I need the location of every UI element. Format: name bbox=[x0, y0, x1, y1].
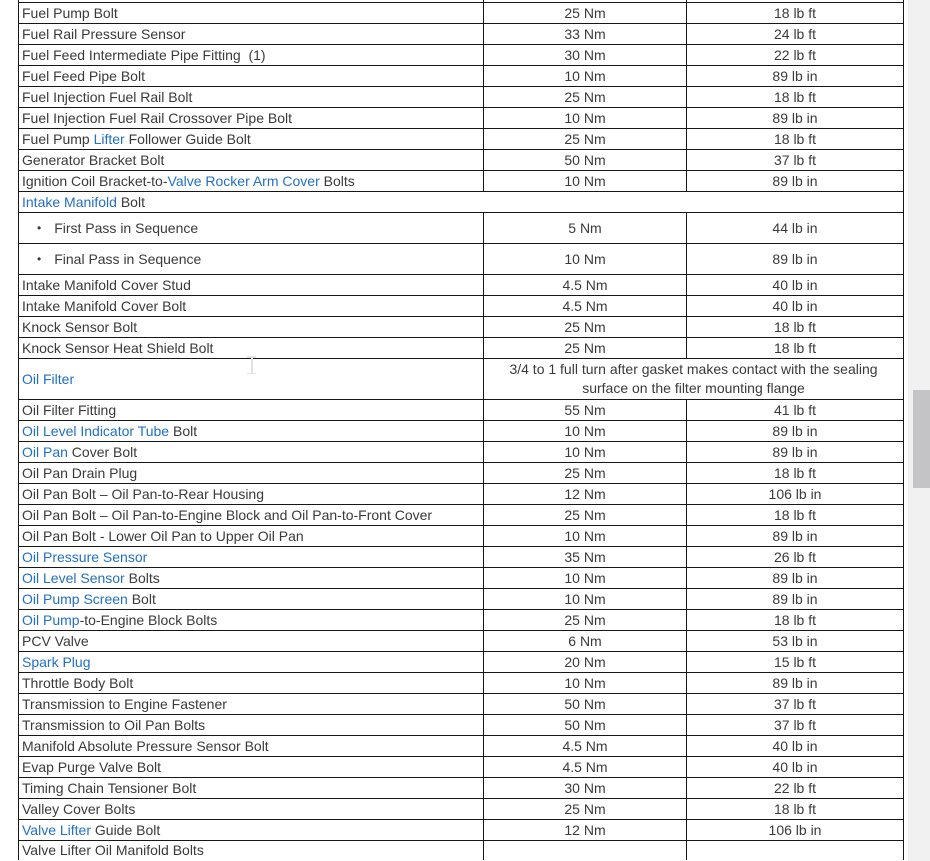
part-label: Manifold Absolute Pressure Sensor Bolt bbox=[22, 738, 269, 754]
imperial-value-cell: 40 lb in bbox=[687, 757, 904, 778]
imperial-value-cell: 18 lb ft bbox=[687, 799, 904, 820]
table-row bbox=[19, 694, 904, 715]
fastener-cell bbox=[19, 150, 484, 171]
metric-value-cell: 4.5 Nm bbox=[484, 736, 687, 757]
table-row bbox=[19, 275, 904, 296]
fastener-cell bbox=[19, 694, 484, 715]
fastener-cell bbox=[19, 715, 484, 736]
fastener-cell bbox=[19, 652, 484, 673]
metric-value-cell: 50 Nm bbox=[484, 715, 687, 736]
fastener-cell bbox=[19, 547, 484, 568]
imperial-value-cell: 40 lb in bbox=[687, 275, 904, 296]
table-row bbox=[19, 757, 904, 778]
metric-value-cell: 33 Nm bbox=[484, 24, 687, 45]
fastener-cell bbox=[19, 526, 484, 547]
imperial-value-cell: 18 lb ft bbox=[687, 610, 904, 631]
table-row bbox=[19, 631, 904, 652]
fastener-cell bbox=[19, 799, 484, 820]
fastener-cell bbox=[19, 631, 484, 652]
bullet-icon: • bbox=[37, 221, 42, 235]
fastener-cell bbox=[19, 610, 484, 631]
metric-value-cell: 10 Nm bbox=[484, 526, 687, 547]
table-row bbox=[19, 799, 904, 820]
metric-value-cell: 30 Nm bbox=[484, 45, 687, 66]
table-row bbox=[19, 589, 904, 610]
part-label: Final Pass in Sequence bbox=[54, 251, 202, 267]
metric-value-cell: 4.5 Nm bbox=[484, 296, 687, 317]
part-label: Fuel Pump Bolt bbox=[22, 5, 118, 21]
imperial-value-cell: 89 lb in bbox=[687, 526, 904, 547]
fastener-cell bbox=[19, 244, 484, 275]
fastener-cell bbox=[19, 673, 484, 694]
part-label: First Pass in Sequence bbox=[54, 220, 199, 236]
fastener-cell bbox=[19, 505, 484, 526]
part-label: Oil Pan Bolt – Oil Pan-to-Engine Block and Oil Pan-to-Front Cover bbox=[22, 507, 433, 523]
part-label: -to-Engine Block Bolts bbox=[79, 612, 218, 628]
imperial-value-cell: 18 lb ft bbox=[687, 317, 904, 338]
table-row bbox=[19, 3, 904, 24]
metric-value-cell: 4.5 Nm bbox=[484, 757, 687, 778]
part-link[interactable]: Lifter bbox=[93, 131, 125, 147]
part-label: Evap Purge Valve Bolt bbox=[22, 759, 162, 775]
imperial-value-cell: 18 lb ft bbox=[687, 338, 904, 359]
imperial-value-cell: 18 lb ft bbox=[687, 463, 904, 484]
metric-value-cell: 12 Nm bbox=[484, 820, 687, 841]
part-link[interactable]: Oil Pump Screen bbox=[22, 591, 128, 607]
metric-value-cell: 25 Nm bbox=[484, 129, 687, 150]
part-label: Knock Sensor Heat Shield Bolt bbox=[22, 340, 214, 356]
metric-value-cell: 55 Nm bbox=[484, 400, 687, 421]
fastener-cell bbox=[19, 778, 484, 799]
table-row bbox=[19, 484, 904, 505]
fastener-cell bbox=[19, 45, 484, 66]
metric-value-cell: 4.5 Nm bbox=[484, 275, 687, 296]
table-row bbox=[19, 45, 904, 66]
metric-value-cell: 10 Nm bbox=[484, 589, 687, 610]
fastener-cell bbox=[19, 296, 484, 317]
part-label: Intake Manifold Cover Bolt bbox=[22, 298, 187, 314]
metric-value-cell: 10 Nm bbox=[484, 244, 687, 275]
imperial-value-cell: 18 lb ft bbox=[687, 505, 904, 526]
part-label: Cover Bolt bbox=[67, 444, 138, 460]
table-row bbox=[19, 171, 904, 192]
metric-value-cell: 25 Nm bbox=[484, 317, 687, 338]
fastener-cell bbox=[19, 442, 484, 463]
table-row bbox=[19, 673, 904, 694]
part-label: Bolt bbox=[116, 194, 145, 210]
imperial-value-cell: 89 lb in bbox=[687, 421, 904, 442]
part-label: Oil Pan Bolt - Lower Oil Pan to Upper Oil Pan bbox=[22, 528, 304, 544]
part-label: Bolts bbox=[319, 173, 355, 189]
fastener-cell bbox=[19, 108, 484, 129]
fastener-cell bbox=[19, 24, 484, 45]
part-label: Generator Bracket Bolt bbox=[22, 152, 165, 168]
imperial-value-cell: 89 lb in bbox=[687, 589, 904, 610]
part-label: Fuel Injection Fuel Rail Crossover Pipe Bolt bbox=[22, 110, 293, 126]
table-row bbox=[19, 715, 904, 736]
table-row bbox=[19, 652, 904, 673]
part-link[interactable]: Intake Manifold bbox=[22, 194, 117, 210]
fastener-cell bbox=[19, 171, 484, 192]
part-label: Bolt bbox=[127, 591, 156, 607]
fastener-cell bbox=[19, 317, 484, 338]
metric-value-cell: 5 Nm bbox=[484, 213, 687, 244]
table-row bbox=[19, 244, 904, 275]
scrollbar-thumb[interactable] bbox=[913, 390, 930, 488]
metric-value-cell: 35 Nm bbox=[484, 547, 687, 568]
metric-value-cell: 30 Nm bbox=[484, 778, 687, 799]
imperial-value-cell: 89 lb in bbox=[687, 244, 904, 275]
imperial-value-cell: 18 lb ft bbox=[687, 3, 904, 24]
table-row bbox=[19, 568, 904, 589]
part-link[interactable]: Oil Pump bbox=[22, 612, 80, 628]
part-label: Guide Bolt bbox=[91, 822, 161, 838]
part-link[interactable]: Oil Level Indicator Tube bbox=[22, 423, 170, 439]
metric-value-cell: 25 Nm bbox=[484, 610, 687, 631]
part-link[interactable]: Oil Pressure Sensor bbox=[22, 549, 148, 565]
metric-value-cell: 10 Nm bbox=[484, 108, 687, 129]
part-link[interactable]: Oil Pan bbox=[22, 444, 68, 460]
part-link[interactable]: Oil Level Sensor bbox=[22, 570, 125, 586]
fastener-cell bbox=[19, 463, 484, 484]
imperial-value-cell: 89 lb in bbox=[687, 171, 904, 192]
imperial-value-cell: 89 lb in bbox=[687, 568, 904, 589]
metric-value-cell: 10 Nm bbox=[484, 442, 687, 463]
part-label: Valley Cover Bolts bbox=[22, 801, 136, 817]
part-label: Ignition Coil Bracket-to- bbox=[22, 173, 168, 189]
table-row bbox=[19, 547, 904, 568]
table-row bbox=[19, 24, 904, 45]
metric-value-cell: 50 Nm bbox=[484, 150, 687, 171]
fastener-cell bbox=[19, 757, 484, 778]
torque-spec-table bbox=[18, 0, 904, 860]
table-row bbox=[19, 87, 904, 108]
metric-value-cell: 10 Nm bbox=[484, 66, 687, 87]
metric-value-cell: 25 Nm bbox=[484, 463, 687, 484]
metric-value-cell: 25 Nm bbox=[484, 505, 687, 526]
table-row bbox=[19, 317, 904, 338]
table-row bbox=[19, 820, 904, 841]
part-link[interactable]: Oil Filter bbox=[22, 371, 75, 387]
table-row bbox=[19, 421, 904, 442]
fastener-cell bbox=[19, 568, 484, 589]
torque-note-cell: 3/4 to 1 full turn after gasket makes contact with the sealing surface on the filter mounting flange bbox=[484, 359, 904, 400]
metric-value-cell: 25 Nm bbox=[484, 87, 687, 108]
part-label: Fuel Pump bbox=[22, 131, 94, 147]
fastener-cell bbox=[19, 338, 484, 359]
imperial-value-cell: 37 lb ft bbox=[687, 694, 904, 715]
part-label: Follower Guide Bolt bbox=[124, 131, 251, 147]
fastener-cell bbox=[19, 421, 484, 442]
part-label: Fuel Rail Pressure Sensor bbox=[22, 26, 186, 42]
imperial-value-cell bbox=[687, 841, 904, 860]
fastener-cell bbox=[19, 400, 484, 421]
part-link[interactable]: Valve Lifter bbox=[22, 822, 91, 838]
metric-value-cell: 10 Nm bbox=[484, 421, 687, 442]
part-label: Oil Filter Fitting bbox=[22, 402, 117, 418]
metric-value-cell: 6 Nm bbox=[484, 631, 687, 652]
imperial-value-cell: 41 lb ft bbox=[687, 400, 904, 421]
section-header-cell bbox=[19, 192, 904, 213]
metric-value-cell: 20 Nm bbox=[484, 652, 687, 673]
part-label: Fuel Injection Fuel Rail Bolt bbox=[22, 89, 193, 105]
table-row bbox=[19, 505, 904, 526]
metric-value-cell bbox=[484, 841, 687, 860]
metric-value-cell: 12 Nm bbox=[484, 484, 687, 505]
bullet-icon: • bbox=[37, 252, 42, 266]
fastener-cell bbox=[19, 213, 484, 244]
fastener-cell bbox=[19, 129, 484, 150]
part-label: Bolts bbox=[124, 570, 160, 586]
table-row bbox=[19, 338, 904, 359]
part-label: Fuel Feed Pipe Bolt bbox=[22, 68, 145, 84]
metric-value-cell: 25 Nm bbox=[484, 799, 687, 820]
part-label: Timing Chain Tensioner Bolt bbox=[22, 780, 197, 796]
part-label: Knock Sensor Bolt bbox=[22, 319, 138, 335]
fastener-cell bbox=[19, 66, 484, 87]
imperial-value-cell: 106 lb in bbox=[687, 484, 904, 505]
part-label: Transmission to Engine Fastener bbox=[22, 696, 227, 712]
torque-table-body bbox=[19, 0, 904, 860]
table-row bbox=[19, 359, 904, 400]
fastener-cell bbox=[19, 736, 484, 757]
table-row bbox=[19, 192, 904, 213]
part-label: Transmission to Oil Pan Bolts bbox=[22, 717, 206, 733]
table-row bbox=[19, 442, 904, 463]
imperial-value-cell: 26 lb ft bbox=[687, 547, 904, 568]
imperial-value-cell: 40 lb in bbox=[687, 736, 904, 757]
imperial-value-cell: 37 lb ft bbox=[687, 150, 904, 171]
imperial-value-cell: 106 lb in bbox=[687, 820, 904, 841]
imperial-value-cell: 44 lb in bbox=[687, 213, 904, 244]
fastener-cell bbox=[19, 3, 484, 24]
metric-value-cell: 10 Nm bbox=[484, 171, 687, 192]
part-label: PCV Valve bbox=[22, 633, 89, 649]
imperial-value-cell: 22 lb ft bbox=[687, 778, 904, 799]
part-label: Fuel Feed Intermediate Pipe Fitting (1) bbox=[22, 47, 266, 63]
part-label: Oil Pan Bolt – Oil Pan-to-Rear Housing bbox=[22, 486, 264, 502]
metric-value-cell: 50 Nm bbox=[484, 694, 687, 715]
table-row bbox=[19, 108, 904, 129]
fastener-cell bbox=[19, 589, 484, 610]
part-label: Bolt bbox=[169, 423, 198, 439]
fastener-cell bbox=[19, 87, 484, 108]
part-link[interactable]: Valve Rocker Arm Cover bbox=[167, 173, 320, 189]
metric-value-cell: 25 Nm bbox=[484, 338, 687, 359]
imperial-value-cell: 89 lb in bbox=[687, 442, 904, 463]
table-row bbox=[19, 296, 904, 317]
imperial-value-cell: 89 lb in bbox=[687, 673, 904, 694]
imperial-value-cell: 22 lb ft bbox=[687, 45, 904, 66]
vertical-scrollbar[interactable] bbox=[908, 0, 930, 861]
imperial-value-cell: 37 lb ft bbox=[687, 715, 904, 736]
metric-value-cell: 10 Nm bbox=[484, 568, 687, 589]
metric-value-cell: 25 Nm bbox=[484, 3, 687, 24]
table-row bbox=[19, 610, 904, 631]
table-row bbox=[19, 778, 904, 799]
table-row bbox=[19, 66, 904, 87]
imperial-value-cell: 53 lb in bbox=[687, 631, 904, 652]
fastener-cell bbox=[19, 820, 484, 841]
part-label: Oil Pan Drain Plug bbox=[22, 465, 138, 481]
table-row bbox=[19, 841, 904, 860]
part-label: Throttle Body Bolt bbox=[22, 675, 134, 691]
imperial-value-cell: 89 lb in bbox=[687, 108, 904, 129]
part-label: Intake Manifold Cover Stud bbox=[22, 277, 191, 293]
imperial-value-cell: 18 lb ft bbox=[687, 129, 904, 150]
fastener-cell bbox=[19, 275, 484, 296]
table-row bbox=[19, 526, 904, 547]
imperial-value-cell: 89 lb in bbox=[687, 66, 904, 87]
table-row bbox=[19, 400, 904, 421]
part-label: Valve Lifter Oil Manifold Bolts bbox=[22, 842, 204, 859]
imperial-value-cell: 18 lb ft bbox=[687, 87, 904, 108]
metric-value-cell: 10 Nm bbox=[484, 673, 687, 694]
table-row bbox=[19, 736, 904, 757]
imperial-value-cell: 15 lb ft bbox=[687, 652, 904, 673]
imperial-value-cell: 24 lb ft bbox=[687, 24, 904, 45]
table-row bbox=[19, 129, 904, 150]
fastener-cell bbox=[19, 484, 484, 505]
fastener-cell bbox=[19, 841, 484, 860]
imperial-value-cell: 40 lb in bbox=[687, 296, 904, 317]
table-row bbox=[19, 463, 904, 484]
part-link[interactable]: Spark Plug bbox=[22, 654, 91, 670]
table-row bbox=[19, 150, 904, 171]
table-row bbox=[19, 213, 904, 244]
fastener-cell bbox=[19, 359, 484, 400]
